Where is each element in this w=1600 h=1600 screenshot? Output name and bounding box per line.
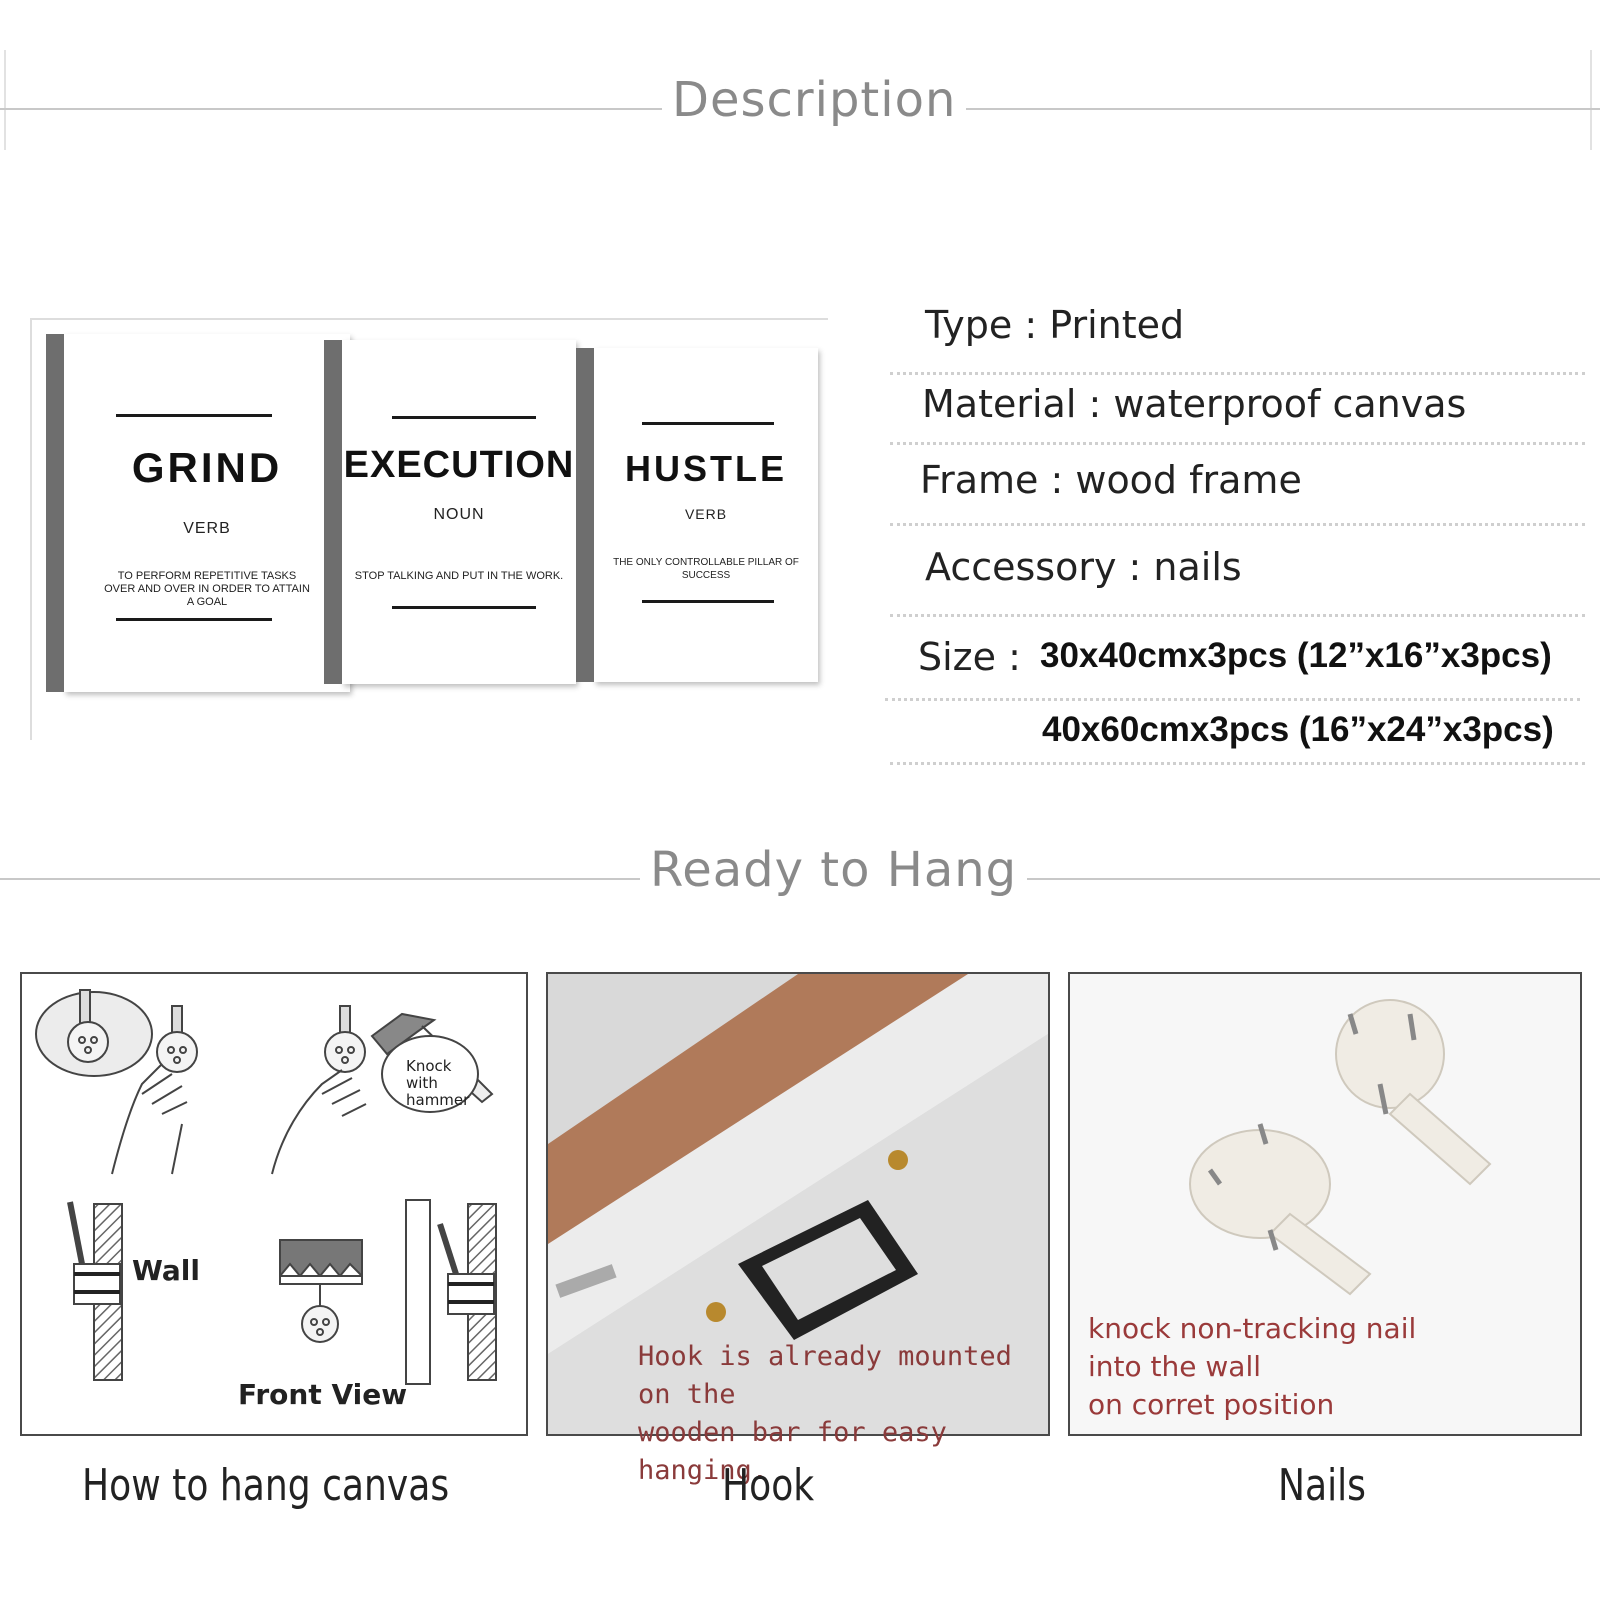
canvas-top-bar — [116, 414, 272, 417]
spec-divider — [890, 762, 1585, 765]
left-edge-line — [4, 50, 6, 150]
canvas-part-of-speech: VERB — [684, 506, 728, 522]
description-rule-right — [925, 108, 1600, 110]
spec-divider — [890, 442, 1585, 445]
nails-note: knock non-tracking nail into the wall on corret position — [1088, 1312, 1417, 1421]
spec-divider — [890, 372, 1585, 375]
spec-size-label: Size : — [918, 635, 1021, 679]
spec-accessory: Accessory : nails — [925, 545, 1242, 589]
knock-label: Knock with hammer — [406, 1057, 470, 1109]
nails-panel — [1068, 972, 1582, 1436]
canvas-bottom-bar — [116, 618, 272, 621]
canvas-part-of-speech: VERB — [183, 520, 231, 537]
how-to-hang-panel — [20, 972, 528, 1436]
description-rule-left — [0, 108, 670, 110]
product-image — [30, 318, 828, 740]
spec-material: Material : waterproof canvas — [922, 382, 1467, 426]
description-title: Description — [662, 72, 966, 128]
spec-size-2: 40x60cmx3pcs (16”x24”x3pcs) — [1042, 710, 1554, 749]
how-to-hang-caption: How to hang canvas — [82, 1460, 450, 1511]
canvas-execution — [342, 340, 576, 684]
spec-frame: Frame : wood frame — [920, 458, 1302, 502]
front-view-label: Front View — [238, 1378, 408, 1411]
canvas-top-bar — [642, 422, 774, 425]
hanging-instructions-diagram — [22, 974, 526, 1434]
spec-divider — [890, 523, 1585, 526]
canvas-bottom-bar — [392, 606, 536, 609]
ready-rule-left — [0, 878, 640, 880]
right-edge-line — [1590, 50, 1592, 150]
canvas-word: GRIND — [131, 444, 283, 491]
canvas-top-bar — [392, 416, 536, 419]
canvas-part-of-speech: NOUN — [433, 506, 485, 523]
canvas-hustle — [594, 348, 818, 682]
hook-caption: Hook — [722, 1460, 815, 1511]
spec-divider — [890, 614, 1585, 617]
canvas-definition: TO PERFORM REPETITIVE TASKS OVER AND OVER IN ORDER TO ATTAIN A GOAL — [104, 570, 310, 608]
canvas-grind — [64, 334, 350, 692]
canvas-word: EXECUTION — [343, 444, 575, 486]
spec-type: Type : Printed — [925, 303, 1185, 347]
spec-size-1: 30x40cmx3pcs (12”x16”x3pcs) — [1040, 636, 1552, 675]
hook-panel — [546, 972, 1050, 1486]
canvas-definition: STOP TALKING AND PUT IN THE WORK. — [354, 570, 564, 582]
spec-divider — [885, 698, 1580, 701]
nails-caption: Nails — [1278, 1460, 1366, 1511]
hook-note: Hook is already mounted on the wooden bar for easy hanging. — [638, 1341, 1012, 1486]
ready-title: Ready to Hang — [640, 842, 1027, 898]
canvas-word: HUSTLE — [625, 448, 787, 489]
ready-rule-right — [1000, 878, 1600, 880]
canvas-definition: THE ONLY CONTROLLABLE PILLAR OF SUCCESS — [613, 557, 799, 581]
canvas-bottom-bar — [642, 600, 774, 603]
wall-label: Wall — [132, 1254, 200, 1287]
